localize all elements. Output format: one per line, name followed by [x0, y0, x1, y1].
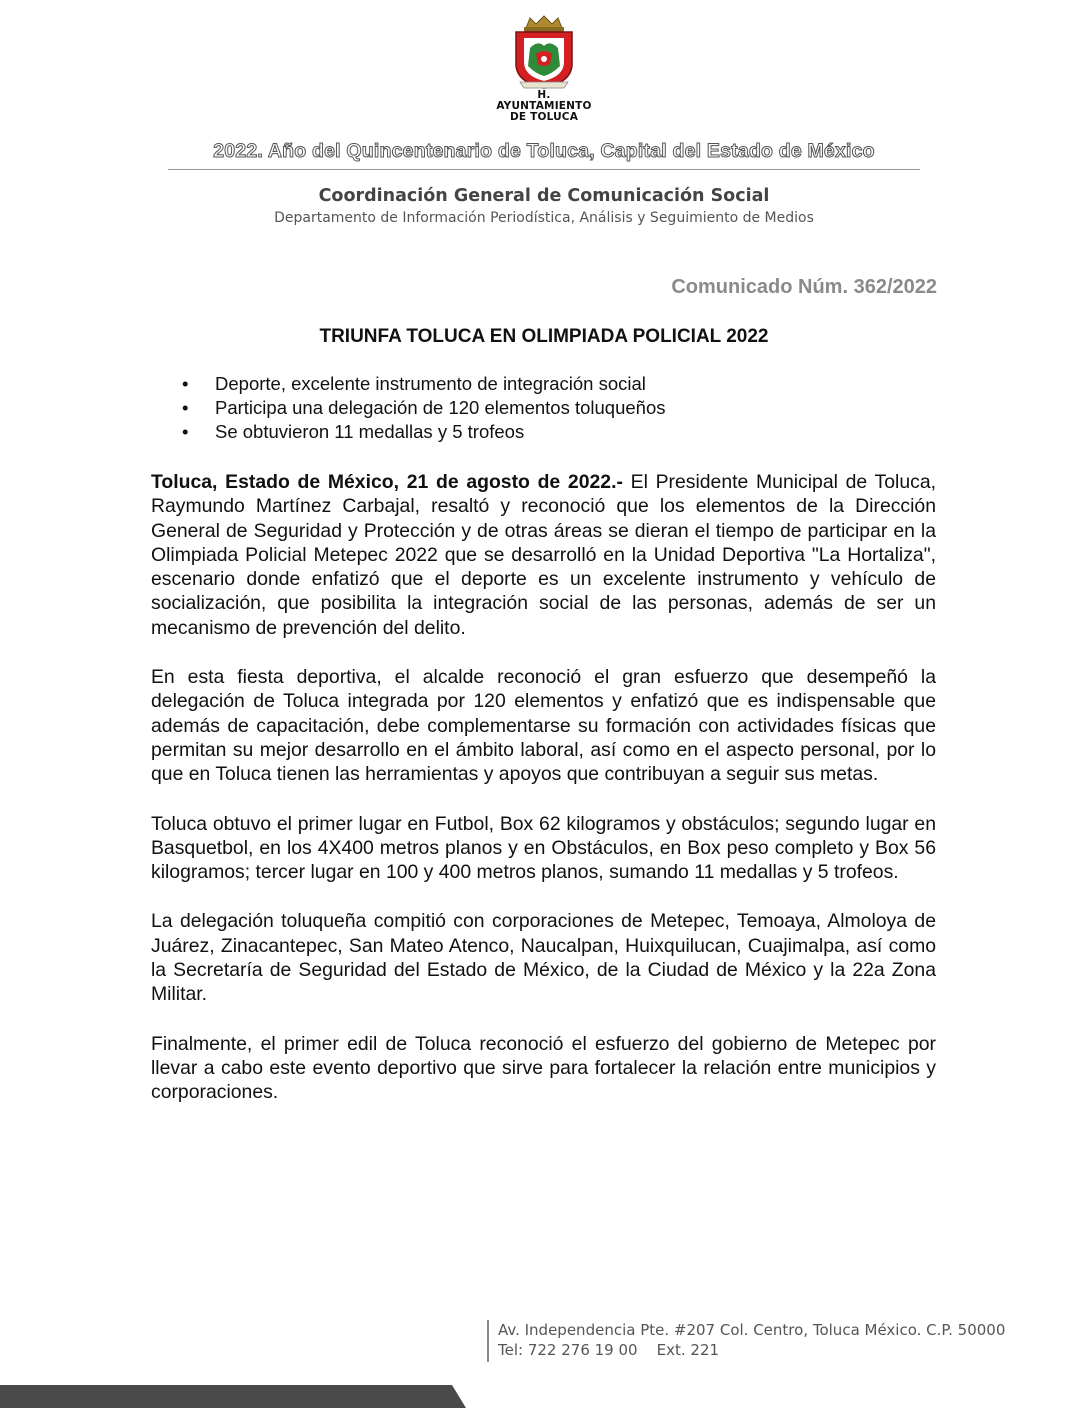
bottom-decorative-strip — [0, 1385, 1088, 1408]
footer-phone: Tel: 722 276 19 00 Ext. 221 — [498, 1341, 720, 1359]
department-subtitle: Departamento de Información Periodística, Análisis y Seguimiento de Medios — [274, 210, 814, 226]
bullet-item: • Deporte, excelente instrumento de integración social — [152, 372, 666, 396]
paragraph-5: Finalmente, el primer edil de Toluca reconoció el esfuerzo del gobierno de Metepec por llevar a cabo este evento deportivo que sirve para fortalecer la relación entre municipios y corporaciones. — [151, 1032, 936, 1104]
coat-of-arms-icon — [506, 14, 582, 90]
year-motto: 2022. Año del Quincentenario de Toluca, Capital del Estado de México — [213, 140, 875, 162]
bullet-item: • Participa una delegación de 120 elementos toluqueños — [152, 396, 666, 420]
logo-caption-line1: H. AYUNTAMIENTO — [496, 89, 592, 112]
summary-bullet-list — [152, 372, 666, 444]
footer-divider — [487, 1320, 489, 1362]
bullet-item: • Se obtuvieron 11 medallas y 5 trofeos — [152, 420, 666, 444]
logo-caption-line2: DE TOLUCA — [509, 111, 579, 123]
dateline: Toluca, Estado de México, 21 de agosto de 2022.- — [151, 471, 623, 493]
press-release-body — [151, 470, 936, 1130]
footer-contact — [498, 1320, 1005, 1360]
toluca-coat-of-arms-logo — [488, 14, 600, 123]
coordination-title: Coordinación General de Comunicación Social — [318, 186, 770, 206]
paragraph-2: En esta fiesta deportiva, el alcalde reconoció el gran esfuerzo que desempeñó la delegación de Toluca integrada por 120 elementos y enfatizó que es indispensable que además de capacitación, debe complementarse su formación con actividades físicas que permitan su mejor desarrollo en el ámbito laboral, así como en el aspecto personal, por lo que en Toluca tienen las herramientas y apoyos que contribuyan a seguir sus metas. — [151, 666, 936, 786]
paragraph-1-text: El Presidente Municipal de Toluca, Raymundo Martínez Carbajal, resaltó y reconoció que los elementos de la Dirección General de Seguridad y Protección y de otras áreas se dieran el tiempo de participar en la Olimpiada Policial Metepec 2022 que se desarrolló en la Unidad Deportiva "La Hortaliza", escenario donde enfatizó que el deporte es un excelente instrumento y vehículo de socialización, que posibilita la integración social de las personas, además de ser un mecanismo de prevención del delito. — [151, 471, 936, 639]
footer-address: Av. Independencia Pte. #207 Col. Centro, Toluca México. C.P. 50000 — [498, 1321, 1006, 1339]
paragraph-3: Toluca obtuvo el primer lugar en Futbol, Box 62 kilogramos y obstáculos; segundo lugar en Basquetbol, en los 4X400 metros planos y en Obstáculos, en Box peso completo y Box 56 kilogramos; tercer lugar en 100 y 400 metros planos, sumando 11 medallas y 5 trofeos. — [151, 812, 936, 884]
release-number: Comunicado Núm. 362/2022 — [671, 276, 937, 298]
header-divider — [168, 169, 920, 170]
paragraph-1 — [151, 470, 936, 640]
paragraph-4: La delegación toluqueña compitió con corporaciones de Metepec, Temoaya, Almoloya de Juárez, Zinacantepec, San Mateo Atenco, Naucalpan, Huixquilucan, Cuajimalpa, así como la Secretaría de Seguridad del Estado de México, de la Ciudad de México y la 22a Zona Militar. — [151, 910, 936, 1006]
page-title: TRIUNFA TOLUCA EN OLIMPIADA POLICIAL 2022 — [319, 326, 769, 347]
